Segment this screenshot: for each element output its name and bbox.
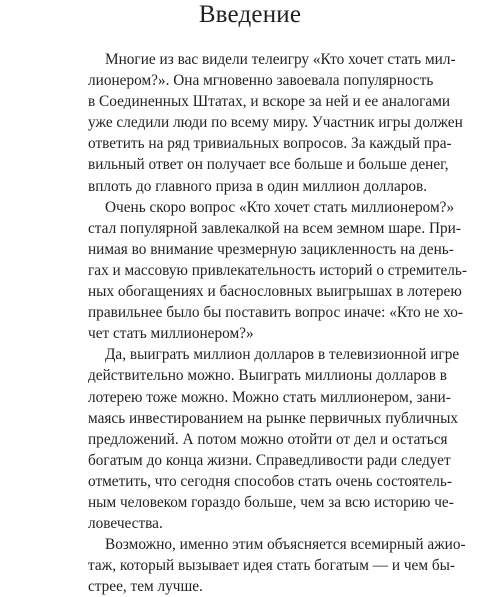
paragraph <box>88 197 467 345</box>
text-line: правильнее было бы поставить вопрос иначе: «Кто не хо- <box>88 304 464 322</box>
text-line: лотерею тоже можно. Можно стать миллионером, зани- <box>88 388 451 406</box>
text-line: Очень скоро вопрос «Кто хочет стать миллионером?» <box>105 198 455 216</box>
text-line: Да, выиграть миллион долларов в телевизионной игре <box>105 346 460 364</box>
text-line: нимая во внимание чрезмерную зацикленность на день- <box>88 240 454 258</box>
text-line: ным человеком гораздо больше, чем за всю историю че- <box>88 493 454 511</box>
text-line: уже следили люди по всему миру. Участник игры должен <box>88 114 463 132</box>
text-line: вильный ответ он получает все больше и больше денег, <box>88 156 449 174</box>
text-line: действительно можно. Выиграть миллионы долларов в <box>88 367 447 385</box>
paragraph <box>88 534 466 597</box>
text-line: стал популярной завлекалкой на всем земном шаре. При- <box>88 219 461 237</box>
paragraph <box>88 49 463 197</box>
text-line: в Соединенных Штатах, и вскоре за ней и ее аналогами <box>88 93 451 111</box>
text-line: гах и массовую привлекательность историй о стремитель- <box>88 261 467 279</box>
text-line: ответить на ряд тривиальных вопросов. За каждый пра- <box>88 135 452 153</box>
text-line: маясь инвестированием на рынке первичных публичных <box>88 409 459 427</box>
text-line: предложений. А потом можно отойти от дел и остаться <box>88 430 448 448</box>
text-line: чет стать миллионером?» <box>88 325 254 343</box>
paragraph <box>88 344 460 534</box>
text-line: лионером?». Она мгновенно завоевала популярность <box>88 72 434 90</box>
text-line: ловечества. <box>88 515 163 533</box>
chapter-body <box>88 49 467 597</box>
text-line: стрее, тем лучше. <box>88 578 203 596</box>
text-line: Многие из вас видели телеигру «Кто хочет стать мил- <box>105 51 456 68</box>
chapter-title: Введение <box>198 1 302 28</box>
text-line: богатым до конца жизни. Справедливости ради следует <box>88 451 451 469</box>
text-line: вплоть до главного приза в один миллион долларов. <box>88 177 428 195</box>
text-line: отметить, что сегодня способов стать очень состоятель- <box>88 472 452 490</box>
text-line: ных обогащениях и баснословных выигрышах в лотерею <box>88 283 462 301</box>
text-line: Возможно, именно этим объясняется всемирный ажио- <box>105 536 466 554</box>
text-line: таж, который вызывает идея стать богатым — и чем бы- <box>88 557 455 575</box>
